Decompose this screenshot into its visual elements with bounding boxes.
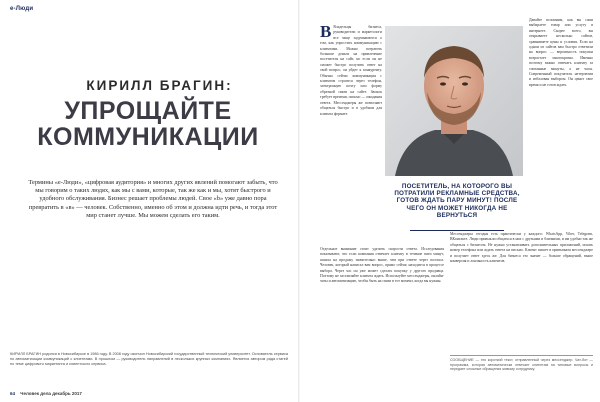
glossary-note: СООБЩЕНИЕ — это короткий текст, отправленный через мессенджер. Чат-бот — программа, которая автоматически отвечает клиентам на типовые вопросы и передает сложные обращения живому сотруднику. [450, 355, 593, 372]
page-footer [10, 391, 82, 396]
article-kicker: КИРИЛЛ БРАГИН: [86, 78, 233, 93]
article-column-3: Давайте вспомним, как вы сами выбираете товар или услугу в интернете. Скорее всего, вы открываете несколько сайтов, сравниваете цены и условия. Если на одном из сайтов вам быстро ответили на вопрос — вероятность покупки возрастает многократно. Именно поэтому важно отвечать клиенту за считанные минуты, а не часы. Современный покупатель нетерпелив и избалован выбором. Он ценит свое время и не готов ждать. [529, 18, 593, 87]
article-column-bottom-right: Мессенджеры сегодня есть практически у каждого: WhatsApp, Viber, Telegram, ВКонтакте. Люди привыкли общаться в них с друзьями и близкими, и им удобно так же общаться с бизнесом. Не нужно устанавливать дополнительных приложений, искать номер телефона или ждать ответа на письмо. Клиент пишет в привычном мессенджере и получает ответ здесь же. Для бизнеса это значит — больше обращений, выше конверсия и лояльность клиентов. [450, 232, 593, 264]
article-column-1 [320, 25, 382, 207]
footer-issue: декабрь 2017 [52, 391, 82, 396]
article-column-bottom-left: Отдельное внимание стоит уделить скорости ответа. Исследования показывают, что если компания отвечает клиенту в течение пяти минут, шансы на продажу значительно выше, чем при ответе через полчаса. Человек, который написал вам вопрос, прямо сейчас находится в процессе выбора. Через час он уже может сделать покупку у другого продавца. Поэтому не заставляйте клиента ждать. Используйте мессенджеры, онлайн-чаты и автоматизацию, чтобы быть на связи в тот момент, когда вы нужны. [320, 247, 444, 284]
portrait-photo [385, 26, 523, 176]
page-gutter [298, 0, 302, 402]
footer-brand: Человек дела [20, 391, 51, 396]
article-headline: УПРОЩАЙТЕ КОММУНИКАЦИИ [37, 97, 259, 151]
pull-quote-rule [410, 230, 504, 231]
article-lead: Термины «e-Люди», «цифровая аудитория» и многих других явлений помогают забыть, что мы говорим о таких людях, как мы с вами, которые, так же как и мы, хотят быстрого и удобного обслуживания. Бизнес решает проблемы людей. Свое «b» уже давно пора превратить в «в» — человек. Собственно, именно об этом и должна идти речь, и тогда этот мир станет лучше. Мы можем сделать его таким. [28, 179, 278, 219]
page-number: 64 [10, 391, 16, 396]
drop-cap: В [320, 25, 332, 41]
column-1-text: Владельцы бизнеса, руководители и маркетологи все чаще задумываются о том, как упростить коммуникацию с клиентами. Можно потратить большие деньги на привлечение посетителя на сайт, но если он не сможет быстро получить ответ на свой вопрос, он уйдет к конкуренту. Обычно сейчас коммуникация с клиентом строится через телефон, электронную почту или форму обратной связи на сайте. Звонок требует времени, письмо — ожидания ответа. Мессенджеры же позволяют общаться быстро и в удобном для клиента формате. [320, 25, 382, 116]
section-label: e-Люди [10, 6, 34, 12]
pull-quote: ПОСЕТИТЕЛЬ, НА КОТОРОГО ВЫ ПОТРАТИЛИ РЕКЛАМНЫЕ СРЕДСТВА, ГОТОВ ЖДАТЬ ПАРУ МИНУТ! ПОСЛЕ ЧЕГО ОН МОЖЕТ НИКОГДА НЕ ВЕРНУТЬСЯ [394, 183, 520, 219]
author-bio: КИРИЛЛ БРАГИН родился в Новосибирске в 1986 году. В 2008 году окончил Новосибирский государственный технический университет. Основатель сервиса по автоматизации коммуникаций с клиентами. В прошлом — руководитель направлений в нескольких крупных компаниях. Является автором ряда статей по теме цифрового маркетинга и клиентского сервиса. [10, 352, 288, 366]
